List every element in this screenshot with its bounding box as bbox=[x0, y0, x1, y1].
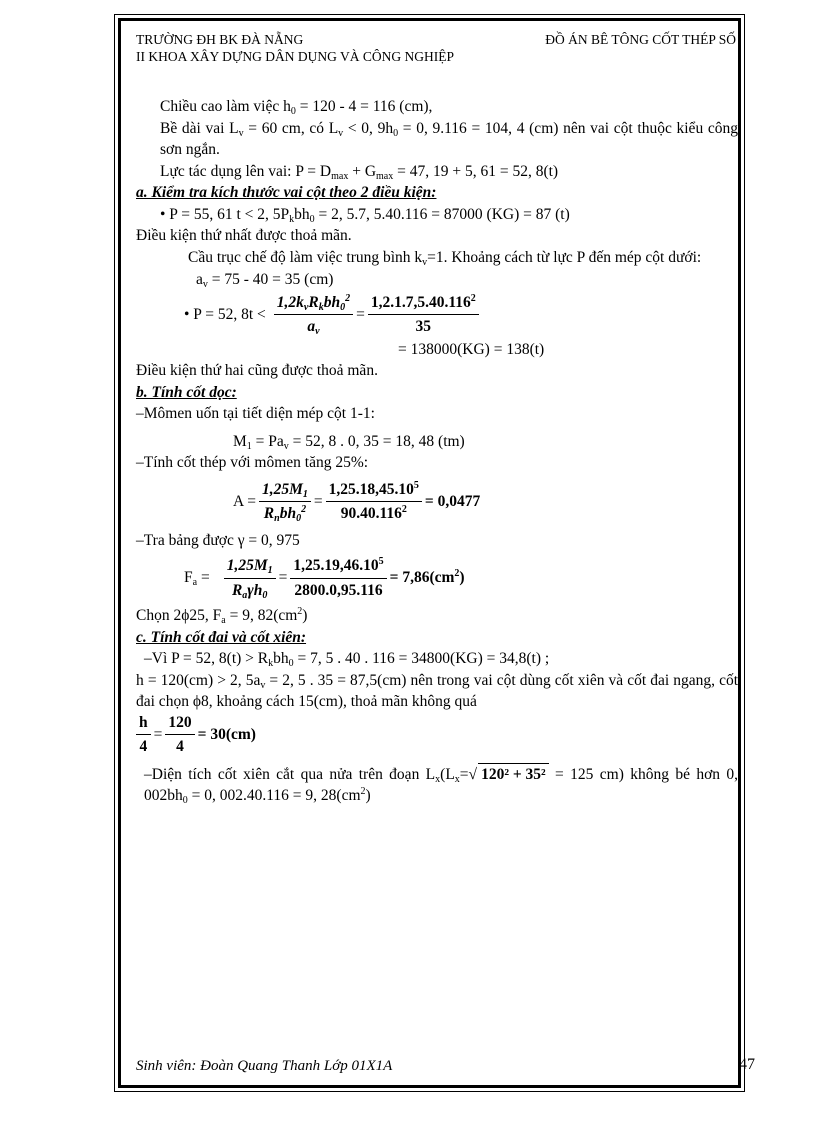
rebar-choice: Chọn 2ϕ25, $F_a = 9$, $82(cm^2)$ bbox=[136, 606, 308, 626]
condition-2-result: = 138000(KG) = 138(t) bbox=[398, 340, 545, 358]
document-body bbox=[136, 96, 738, 807]
av-line: $a_v = 75 - 40 = 35$ (cm) bbox=[196, 271, 334, 290]
crane-line: Cầu trục chế độ làm việc trung bình $k_v=1$. Khoảng cách từ lực P đến mép cột dưới: bbox=[188, 248, 702, 268]
condition-1-line: • P = 55, 61 t < 2, $5P_kbh_0 = 2$, 5.7, 5.40.116 = 87000 (KG) = 87 (t) bbox=[160, 205, 570, 225]
section-b-heading: b. Tính cốt dọc: bbox=[136, 383, 237, 401]
moment-intro: –Mômen uốn tại tiết diện mép cột 1-1: bbox=[136, 405, 375, 422]
header-faculty: II KHOA XÂY DỰNG DÂN DỤNG VÀ CÔNG NGHIỆP bbox=[136, 49, 454, 64]
moment-increase: –Tính cốt thép với mômen tăng 25%: bbox=[136, 454, 369, 471]
a-formula: A = $\frac{1,25M_1}{R_nbh_0^2}$ = $\frac{1,25.18,45.10^5}{90.40.116^2}$ = 0,0477 bbox=[233, 479, 481, 524]
stirrup-choice: h = 120(cm) > 2, $5a_v = 2$, 5 . 35 = 87,5(cm) nên trong vai cột dùng cốt xiên và cốt đai ngang, cốt đai chọn ϕ8, khoảng cách 15(cm), thoả mãn không quá bbox=[136, 671, 739, 710]
section-a-heading: a. Kiểm tra kích thước vai cột theo 2 điều kiện: bbox=[136, 184, 437, 201]
inclined-bar-area: –Diện tích cốt xiên cắt qua nửa trên đoạn $L_x(L_x=√$ 120² + 35² = 125 cm) không bé hơn 0, $002bh_0 = 0$, 002.40.116 = 9, $28(cm^2)$ bbox=[136, 763, 738, 807]
page-header bbox=[136, 31, 736, 65]
force-line: Lực tác dụng lên vai: $P = D_{max} + G_{max} = 47$, 19 + 5, 61 = 52, 8(t) bbox=[160, 162, 559, 182]
section-c-heading: c. Tính cốt đai và cốt xiên: bbox=[136, 628, 307, 646]
moment-formula: $M_1 = Pa_v = 52$, 8 . 0, 35 = 18, 48 (tm) bbox=[233, 432, 465, 452]
header-project: ĐỒ ÁN BÊ TÔNG CỐT THÉP SỐ bbox=[545, 32, 736, 47]
footer-student: Sinh viên: Đoàn Quang Thanh Lớp 01X1A bbox=[136, 1058, 393, 1074]
stirrup-check: –Vì P = 52, $8(t) > R_kbh_0 = 7$, 5 . 40 . 116 = 34800(KG) = 34,8(t) ; bbox=[144, 650, 550, 669]
gamma-line: –Tra bảng được γ = 0, 975 bbox=[136, 531, 300, 549]
condition-2-formula: • P = 52, 8t < $\frac{1,2k_vR_kbh_0^2}{a_v}$ = $\frac{1,2.1.7,5.40.116^2}{35}$ bbox=[136, 291, 738, 339]
condition-2-ok: Điều kiện thứ hai cũng được thoả mãn. bbox=[136, 362, 378, 379]
fa-formula: $F_a$ = $\frac{1,25M_1}{R_a\gamma h_0}$ = $\frac{1,25.19,46.10^5}{2800.0,95.116}$ = $7,86(cm^2)$ bbox=[184, 556, 465, 601]
condition-1-result: Điều kiện thứ nhất được thoả mãn. bbox=[136, 227, 352, 244]
working-height-line: Chiều cao làm việc $h_0 = 120 - 4 = 116$ (cm), bbox=[160, 98, 433, 117]
page-number: 47 bbox=[739, 1056, 755, 1073]
bracket-length-line: Bề dài vai $L_v = 60$ cm, có $L_v < 0$, $9h_0 = 0$, 9.116 = 104, 4 (cm) nên vai cột thuộc kiểu công sơn ngắn. bbox=[160, 119, 739, 158]
h-over-4-formula: $\frac{h}{4}$ = $\frac{120}{4}$ = 30(cm) bbox=[136, 713, 738, 757]
header-university: TRƯỜNG ĐH BK ĐÀ NẴNG bbox=[136, 32, 304, 47]
